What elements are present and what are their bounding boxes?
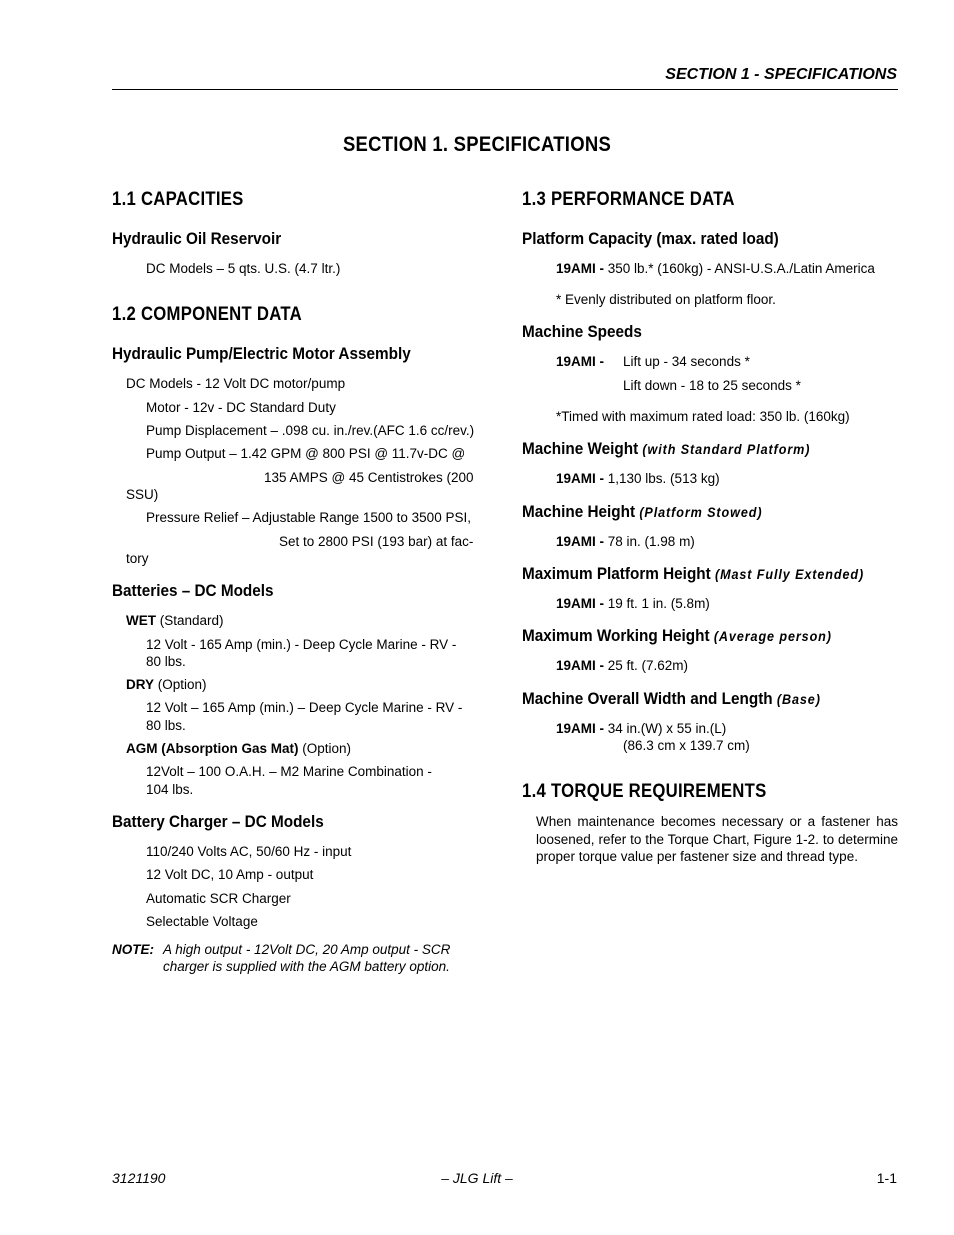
pump-line: 135 AMPS @ 45 Centistrokes (200 bbox=[264, 470, 474, 485]
charger-line: Automatic SCR Charger bbox=[146, 891, 291, 906]
heading-batteries: Batteries – DC Models bbox=[112, 581, 274, 600]
note-text: charger is supplied with the AGM battery option. bbox=[163, 959, 450, 974]
heading-machine-weight: Machine Weight (with Standard Platform) bbox=[522, 439, 811, 458]
heading-hydraulic-oil-reservoir: Hydraulic Oil Reservoir bbox=[112, 229, 282, 248]
capacity-value: 19AMI - 350 lb.* (160kg) - ANSI-U.S.A./Latin America bbox=[556, 261, 875, 276]
battery-agm-spec: 12Volt – 100 O.A.H. – M2 Marine Combination - bbox=[146, 764, 432, 779]
note-label: NOTE: bbox=[112, 942, 154, 957]
page-title: SECTION 1. SPECIFICATIONS bbox=[342, 133, 612, 156]
speed-model: 19AMI - bbox=[556, 354, 605, 369]
heading-pump-motor: Hydraulic Pump/Electric Motor Assembly bbox=[112, 344, 411, 363]
pump-line: SSU) bbox=[126, 487, 159, 502]
height-value: 19AMI - 78 in. (1.98 m) bbox=[556, 534, 695, 549]
footer-publisher: – JLG Lift – bbox=[441, 1170, 513, 1186]
width-length-value: 19AMI - 34 in.(W) x 55 in.(L) bbox=[556, 721, 727, 736]
speed-note: *Timed with maximum rated load: 350 lb. (160kg) bbox=[556, 409, 850, 424]
max-platform-height-value: 19AMI - 19 ft. 1 in. (5.8m) bbox=[556, 596, 710, 611]
heading-platform-capacity: Platform Capacity (max. rated load) bbox=[522, 229, 779, 248]
heading-component-data: 1.2 COMPONENT DATA bbox=[112, 304, 302, 325]
pump-line: DC Models - 12 Volt DC motor/pump bbox=[126, 376, 346, 391]
heading-capacities: 1.1 CAPACITIES bbox=[112, 189, 244, 210]
charger-line: 12 Volt DC, 10 Amp - output bbox=[146, 867, 314, 882]
capacity-note: * Evenly distributed on platform floor. bbox=[556, 292, 776, 307]
pump-line: Pressure Relief – Adjustable Range 1500 to 3500 PSI, bbox=[146, 510, 471, 525]
charger-line: Selectable Voltage bbox=[146, 914, 258, 929]
reservoir-capacity: DC Models – 5 qts. U.S. (4.7 ltr.) bbox=[146, 261, 341, 276]
note-text: A high output - 12Volt DC, 20 Amp output - SCR bbox=[163, 942, 451, 957]
pump-line: Pump Displacement – .098 cu. in./rev.(AFC 1.6 cc/rev.) bbox=[146, 423, 475, 438]
charger-line: 110/240 Volts AC, 50/60 Hz - input bbox=[146, 844, 352, 859]
pump-line: tory bbox=[126, 551, 149, 566]
running-header: SECTION 1 - SPECIFICATIONS bbox=[665, 66, 897, 83]
header-rule bbox=[112, 89, 898, 90]
heading-machine-height: Machine Height (Platform Stowed) bbox=[522, 502, 763, 521]
heading-machine-speeds: Machine Speeds bbox=[522, 322, 642, 341]
heading-torque-requirements: 1.4 TORQUE REQUIREMENTS bbox=[522, 781, 767, 802]
torque-paragraph: When maintenance becomes necessary or a fastener has loosened, refer to the Torque Chart, Figure 1-2. to determine proper torque value per fastener size and thread type. bbox=[536, 814, 898, 864]
speed-lift-up: Lift up - 34 seconds * bbox=[623, 354, 750, 369]
speed-lift-down: Lift down - 18 to 25 seconds * bbox=[623, 378, 801, 393]
battery-wet-label: WET (Standard) bbox=[126, 613, 224, 628]
battery-dry-spec: 12 Volt – 165 Amp (min.) – Deep Cycle Marine - RV - bbox=[146, 700, 463, 715]
heading-max-platform-height: Maximum Platform Height (Mast Fully Extended) bbox=[522, 564, 865, 583]
battery-agm-label: AGM (Absorption Gas Mat) (Option) bbox=[126, 741, 352, 756]
heading-max-working-height: Maximum Working Height (Average person) bbox=[522, 626, 832, 645]
heading-battery-charger: Battery Charger – DC Models bbox=[112, 812, 324, 831]
battery-dry-label: DRY (Option) bbox=[126, 677, 207, 692]
heading-performance-data: 1.3 PERFORMANCE DATA bbox=[522, 189, 735, 210]
battery-agm-spec: 104 lbs. bbox=[146, 782, 194, 797]
pump-line: Set to 2800 PSI (193 bar) at fac- bbox=[279, 534, 474, 549]
pump-line: Motor - 12v - DC Standard Duty bbox=[146, 400, 336, 415]
heading-width-length: Machine Overall Width and Length (Base) bbox=[522, 689, 821, 708]
weight-value: 19AMI - 1,130 lbs. (513 kg) bbox=[556, 471, 720, 486]
document-number: 3121190 bbox=[112, 1170, 166, 1186]
page-number: 1-1 bbox=[876, 1170, 897, 1186]
battery-dry-spec: 80 lbs. bbox=[146, 718, 186, 733]
pump-line: Pump Output – 1.42 GPM @ 800 PSI @ 11.7v-DC @ bbox=[146, 446, 466, 461]
battery-wet-spec: 80 lbs. bbox=[146, 654, 186, 669]
max-working-height-value: 19AMI - 25 ft. (7.62m) bbox=[556, 658, 689, 673]
battery-wet-spec: 12 Volt - 165 Amp (min.) - Deep Cycle Marine - RV - bbox=[146, 637, 457, 652]
width-length-metric: (86.3 cm x 139.7 cm) bbox=[623, 738, 750, 753]
